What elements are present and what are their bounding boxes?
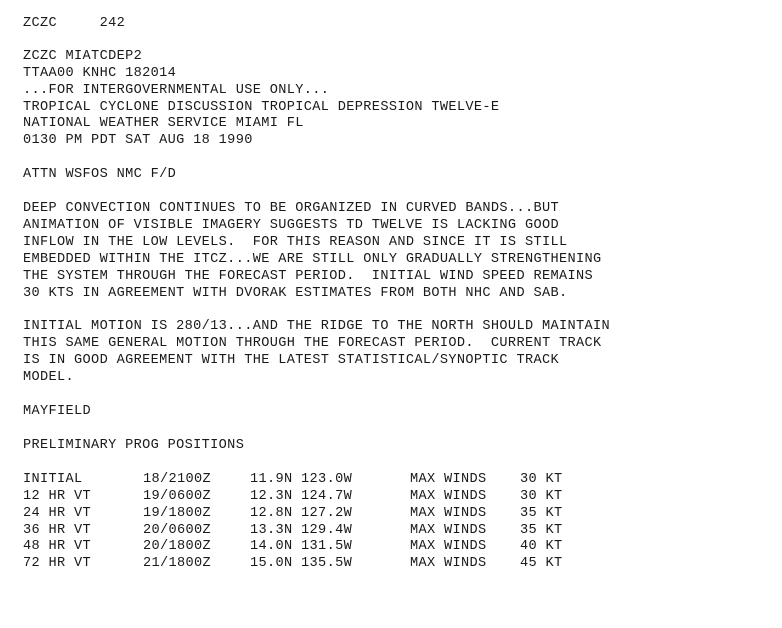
discussion-document bbox=[23, 16, 763, 573]
paragraph-line: ANIMATION OF VISIBLE IMAGERY SUGGESTS TD TWELVE IS LACKING GOOD bbox=[23, 218, 559, 234]
header-code: ZCZC 242 bbox=[23, 16, 126, 31]
table-row bbox=[23, 539, 580, 556]
prog-label: 36 HR VT bbox=[23, 522, 92, 538]
prog-label: 24 HR VT bbox=[23, 505, 92, 521]
table-row bbox=[23, 472, 580, 489]
prog-winds: 30 KT bbox=[520, 471, 563, 487]
prog-time: 18/2100Z bbox=[143, 471, 212, 487]
prog-time: 21/1800Z bbox=[143, 556, 212, 572]
prog-position: 11.9N 123.0W bbox=[250, 471, 353, 487]
prog-winds: 45 KT bbox=[520, 556, 563, 572]
prog-time: 19/1800Z bbox=[143, 505, 212, 521]
prog-winds-label: MAX WINDS bbox=[410, 539, 487, 555]
prog-position: 12.8N 127.2W bbox=[250, 505, 353, 521]
prog-winds-label: MAX WINDS bbox=[410, 505, 487, 521]
prog-label: INITIAL bbox=[23, 471, 83, 487]
prog-winds: 35 KT bbox=[520, 505, 563, 521]
prog-position: 15.0N 135.5W bbox=[250, 556, 353, 572]
prog-label: 48 HR VT bbox=[23, 539, 92, 555]
prog-label: 72 HR VT bbox=[23, 556, 92, 572]
paragraph-line: EMBEDDED WITHIN THE ITCZ...WE ARE STILL ONLY GRADUALLY STRENGTHENING bbox=[23, 251, 602, 267]
table-row bbox=[23, 523, 580, 540]
prog-position: 12.3N 124.7W bbox=[250, 488, 353, 504]
table-row bbox=[23, 506, 580, 523]
table-row bbox=[23, 489, 580, 506]
preamble-line: 0130 PM PDT SAT AUG 18 1990 bbox=[23, 133, 253, 149]
table-row bbox=[23, 556, 580, 573]
paragraph-line: THE SYSTEM THROUGH THE FORECAST PERIOD. INITIAL WIND SPEED REMAINS bbox=[23, 268, 594, 284]
preamble bbox=[23, 49, 763, 150]
paragraph-line: INFLOW IN THE LOW LEVELS. FOR THIS REASON AND SINCE IT IS STILL bbox=[23, 234, 568, 250]
prog-winds-label: MAX WINDS bbox=[410, 471, 487, 487]
paragraph-line: DEEP CONVECTION CONTINUES TO BE ORGANIZED IN CURVED BANDS...BUT bbox=[23, 201, 559, 217]
preamble-line: NATIONAL WEATHER SERVICE MIAMI FL bbox=[23, 116, 304, 132]
forecaster-name: MAYFIELD bbox=[23, 404, 92, 420]
prog-winds: 30 KT bbox=[520, 488, 563, 504]
prog-winds-label: MAX WINDS bbox=[410, 556, 487, 572]
paragraph-convection bbox=[23, 201, 763, 302]
preamble-line: TROPICAL CYCLONE DISCUSSION TROPICAL DEPRESSION TWELVE-E bbox=[23, 99, 500, 115]
prog-time: 19/0600Z bbox=[143, 488, 212, 504]
paragraph-motion bbox=[23, 319, 763, 387]
prog-winds: 40 KT bbox=[520, 539, 563, 555]
prog-winds-label: MAX WINDS bbox=[410, 488, 487, 504]
prog-title: PRELIMINARY PROG POSITIONS bbox=[23, 437, 245, 453]
attn-line: ATTN WSFOS NMC F/D bbox=[23, 167, 177, 183]
paragraph-line: MODEL. bbox=[23, 370, 75, 386]
prog-winds-label: MAX WINDS bbox=[410, 522, 487, 538]
prog-positions-table bbox=[23, 472, 580, 573]
prog-position: 13.3N 129.4W bbox=[250, 522, 353, 538]
prog-position: 14.0N 131.5W bbox=[250, 539, 353, 555]
preamble-line: ZCZC MIATCDEP2 bbox=[23, 48, 143, 64]
prog-winds: 35 KT bbox=[520, 522, 563, 538]
paragraph-line: INITIAL MOTION IS 280/13...AND THE RIDGE TO THE NORTH SHOULD MAINTAIN bbox=[23, 319, 611, 335]
prog-time: 20/0600Z bbox=[143, 522, 212, 538]
prog-label: 12 HR VT bbox=[23, 488, 92, 504]
paragraph-line: IS IN GOOD AGREEMENT WITH THE LATEST STATISTICAL/SYNOPTIC TRACK bbox=[23, 353, 559, 369]
paragraph-line: 30 KTS IN AGREEMENT WITH DVORAK ESTIMATES FROM BOTH NHC AND SAB. bbox=[23, 285, 568, 301]
preamble-line: ...FOR INTERGOVERNMENTAL USE ONLY... bbox=[23, 82, 330, 98]
prog-time: 20/1800Z bbox=[143, 539, 212, 555]
preamble-line: TTAA00 KNHC 182014 bbox=[23, 65, 177, 81]
paragraph-line: THIS SAME GENERAL MOTION THROUGH THE FORECAST PERIOD. CURRENT TRACK bbox=[23, 336, 602, 352]
